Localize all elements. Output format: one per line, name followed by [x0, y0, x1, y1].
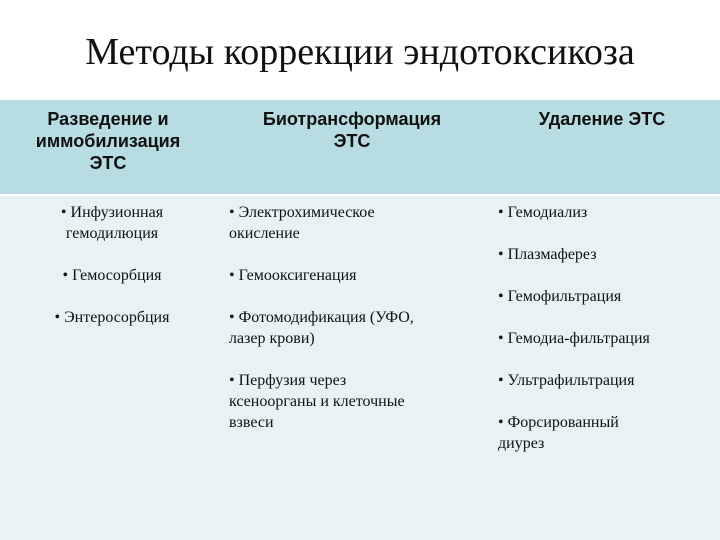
item-line: • Плазмаферез: [498, 246, 597, 263]
item-line: • Электрохимическое: [229, 204, 375, 221]
list-item: [229, 202, 491, 244]
item-line: • Форсированный: [498, 414, 619, 431]
item-line: • Ультрафильтрация: [498, 372, 635, 389]
header-line: Разведение и: [47, 109, 169, 129]
header-dilution-immobilization: [8, 108, 208, 174]
methods-table: [0, 100, 720, 540]
header-line: ЭТС: [89, 153, 127, 173]
list-item: [229, 307, 491, 349]
column-removal: [498, 202, 716, 475]
item-line: окисление: [229, 225, 300, 242]
item-line: • Гемодиализ: [498, 204, 588, 221]
item-line: • Перфузия через: [229, 372, 347, 389]
list-item: [12, 202, 212, 244]
item-line: • Энтеросорбция: [54, 309, 170, 326]
list-item: [498, 202, 716, 223]
list-item: [498, 412, 716, 454]
column-biotransformation: [229, 202, 491, 454]
item-line: гемодилюция: [65, 225, 159, 242]
header-biotransformation: [220, 108, 484, 152]
list-item: [498, 244, 716, 265]
list-item: [498, 286, 716, 307]
item-line: взвеси: [229, 414, 274, 431]
item-line: • Фотомодификация (УФО,: [229, 309, 414, 326]
list-item: [12, 307, 212, 328]
list-item: [498, 328, 716, 349]
item-line: • Гемофильтрация: [498, 288, 622, 305]
table-header-row: [0, 100, 720, 194]
header-line: Удаление ЭТС: [538, 109, 666, 129]
item-line: диурез: [498, 435, 545, 452]
header-line: Биотрансформация: [262, 109, 442, 129]
item-line: лазер крови): [229, 330, 315, 347]
list-item: [498, 370, 716, 391]
list-item: [12, 265, 212, 286]
header-line: ЭТС: [333, 131, 371, 151]
table-body-row: [0, 196, 720, 540]
slide-title: Методы коррекции эндотоксикоза: [85, 31, 635, 73]
list-item: [229, 265, 491, 286]
item-line: • Гемосорбция: [62, 267, 162, 284]
header-removal: [492, 108, 712, 130]
item-line: • Гемооксигенация: [229, 267, 357, 284]
header-line: иммобилизация: [35, 131, 181, 151]
item-line: • Инфузионная: [60, 204, 164, 221]
column-dilution-immobilization: [12, 202, 212, 349]
list-item: [229, 370, 491, 433]
item-line: ксеноорганы и клеточные: [229, 393, 405, 410]
item-line: • Гемодиа-фильтрация: [498, 330, 650, 347]
